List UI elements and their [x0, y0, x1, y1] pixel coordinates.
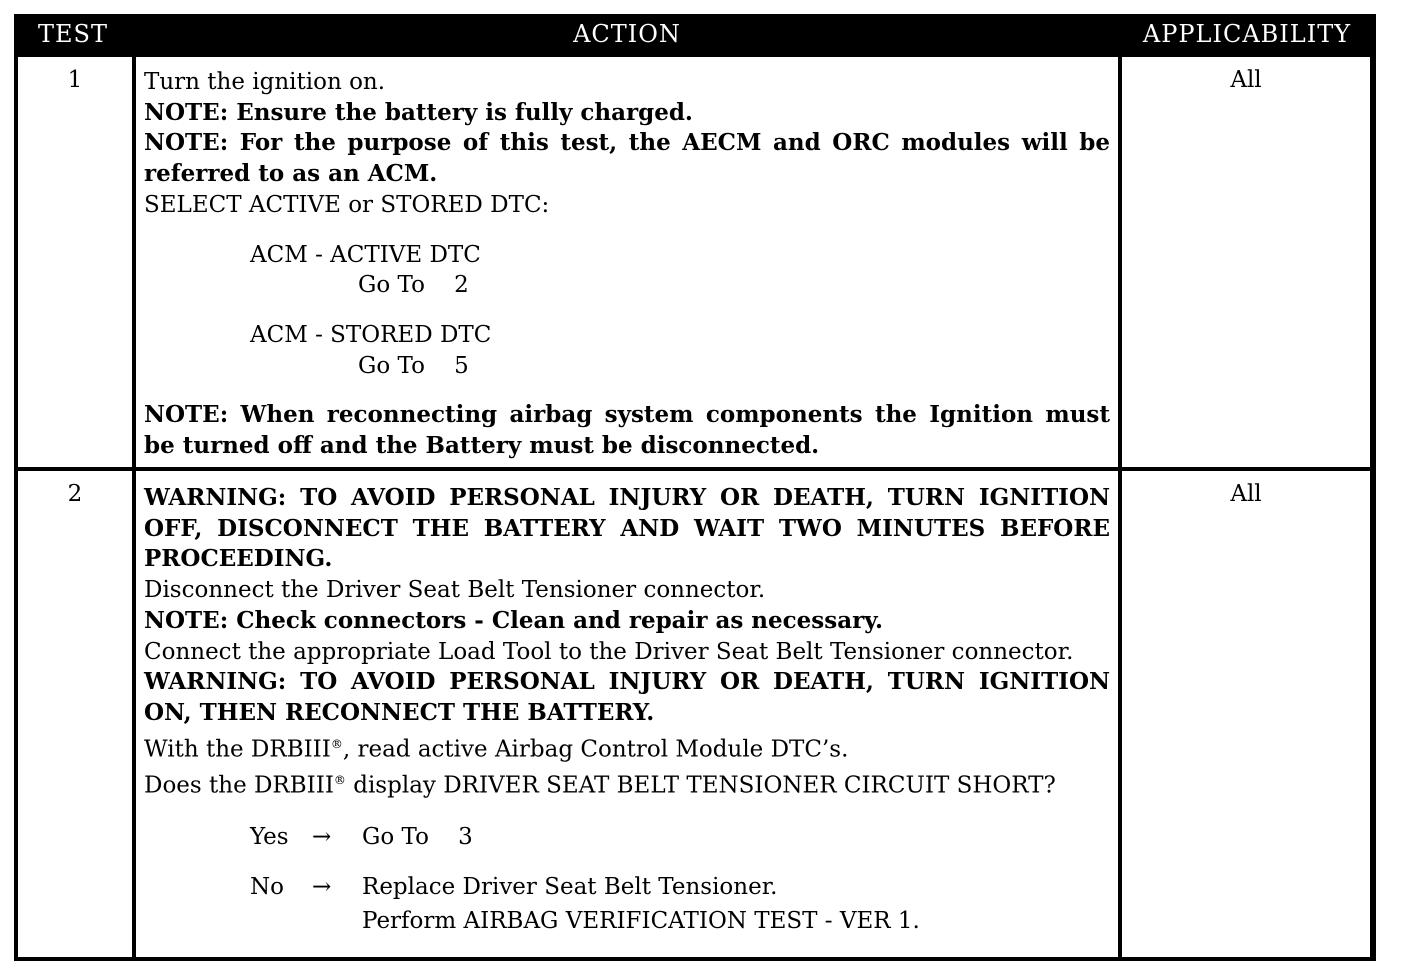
row1-note: NOTE: For the purpose of this test, the AECM and ORC modules will be referred to as an ACM. — [144, 129, 1110, 188]
row1-option-active: ACM - ACTIVE DTC — [250, 241, 481, 268]
row2-warning: WARNING: TO AVOID PERSONAL INJURY OR DEATH, TURN IGNITION ON, THEN RECONNECT THE BATTERY. — [144, 668, 1110, 726]
choice-yes-label: Yes — [250, 824, 289, 851]
row1-line: Turn the ignition on. — [144, 69, 386, 95]
choice-no-result-continued: Perform AIRBAG VERIFICATION TEST - VER 1. — [362, 907, 920, 934]
row1-line: SELECT ACTIVE or STORED DTC: — [144, 191, 550, 218]
choice-no-result: Replace Driver Seat Belt Tensioner. — [362, 874, 778, 901]
row1-option-stored: ACM - STORED DTC — [250, 321, 492, 348]
arrow-right-icon: → — [312, 874, 332, 901]
row2-line: Disconnect the Driver Seat Belt Tensioner connector. — [144, 577, 766, 604]
table-header — [14, 14, 1376, 55]
row1-note: NOTE: When reconnecting airbag system components the Ignition must be turned off and the Battery must be disconnected. — [144, 401, 1110, 460]
row1-test-number: 1 — [18, 57, 132, 467]
registered-mark: ® — [333, 772, 346, 787]
row1-goto-active: Go To 2 — [358, 272, 469, 299]
row1-applicability: All — [1122, 57, 1370, 467]
row1-action — [136, 57, 1118, 467]
row2-test-number: 2 — [18, 471, 132, 957]
registered-mark: ® — [330, 736, 343, 751]
header-action: ACTION — [573, 20, 681, 48]
choice-no-label: No — [250, 874, 284, 901]
row2-line: Connect the appropriate Load Tool to the Driver Seat Belt Tensioner connector. — [144, 638, 1074, 665]
row2-applicability: All — [1122, 471, 1370, 957]
row2-choice-no — [144, 872, 1110, 903]
header-applicability: APPLICABILITY — [1142, 20, 1352, 48]
row2-note: NOTE: Check connectors - Clean and repair as necessary. — [144, 606, 883, 634]
row2-line: With the DRBIII®, read active Airbag Control Module DTC’s. — [144, 736, 849, 763]
row2-question: Does the DRBIII® display DRIVER SEAT BELT TENSIONER CIRCUIT SHORT? — [144, 772, 1056, 799]
row1-note: NOTE: Ensure the battery is fully charged. — [144, 98, 693, 126]
choice-yes-result: Go To 3 — [362, 824, 473, 851]
header-test: TEST — [38, 20, 108, 48]
row1-goto-stored: Go To 5 — [358, 352, 469, 379]
row2-action — [136, 471, 1118, 957]
row2-warning: WARNING: TO AVOID PERSONAL INJURY OR DEATH, TURN IGNITION OFF, DISCONNECT THE BATTERY AND WAIT TWO MINUTES BEFORE PROCEEDING. — [144, 484, 1110, 573]
diagnostic-test-table — [14, 14, 1376, 961]
arrow-right-icon: → — [312, 824, 332, 851]
row2-choice-yes — [144, 822, 1110, 853]
